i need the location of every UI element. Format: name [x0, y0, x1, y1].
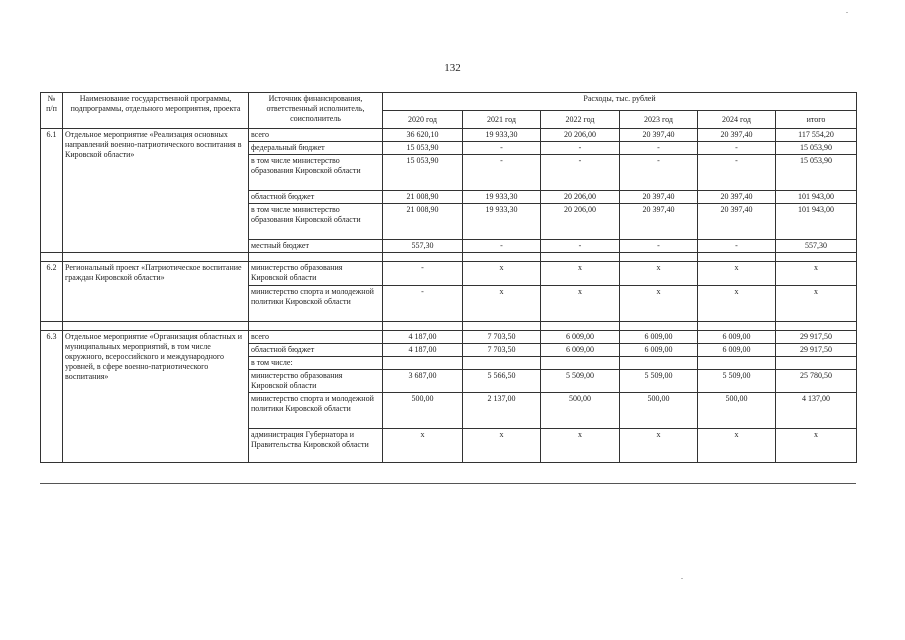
value-cell: 500,00	[541, 393, 620, 429]
funding-source: министерство образования Кировской области	[249, 262, 383, 286]
value-cell: x	[698, 286, 776, 322]
funding-source: областной бюджет	[249, 344, 383, 357]
header-year-2023: 2023 год	[620, 111, 698, 129]
budget-table	[40, 92, 857, 463]
value-cell: -	[541, 142, 620, 155]
value-cell: -	[620, 155, 698, 191]
value-cell: -	[541, 155, 620, 191]
value-cell: -	[463, 142, 541, 155]
value-cell	[620, 357, 698, 370]
header-num: № п/п	[41, 93, 63, 129]
gap-cell	[620, 322, 698, 331]
value-cell: x	[620, 286, 698, 322]
value-cell: 19 933,30	[463, 129, 541, 142]
value-cell: 6 009,00	[698, 344, 776, 357]
value-total: 29 917,50	[776, 344, 857, 357]
value-cell: -	[620, 142, 698, 155]
value-cell: -	[698, 155, 776, 191]
value-cell: 5 509,00	[698, 370, 776, 393]
value-cell: x	[541, 429, 620, 463]
value-cell: 20 397,40	[698, 129, 776, 142]
value-cell	[463, 357, 541, 370]
value-cell: 6 009,00	[698, 331, 776, 344]
gap-cell	[776, 253, 857, 262]
value-cell: 20 397,40	[620, 191, 698, 204]
funding-source: министерство спорта и молодежной политики Кировской области	[249, 286, 383, 322]
gap-cell	[63, 253, 249, 262]
header-year-2022: 2022 год	[541, 111, 620, 129]
header-year-2021: 2021 год	[463, 111, 541, 129]
value-cell: 3 687,00	[383, 370, 463, 393]
value-cell: 500,00	[383, 393, 463, 429]
value-cell: 19 933,30	[463, 191, 541, 204]
funding-source: администрация Губернатора и Правительства Кировской области	[249, 429, 383, 463]
value-cell: 15 053,90	[383, 155, 463, 191]
value-cell: 7 703,50	[463, 331, 541, 344]
header-name: Наименование государственной программы, подпрограммы, отдельного мероприятия, проекта	[63, 93, 249, 129]
gap-cell	[698, 322, 776, 331]
table-row	[41, 331, 857, 344]
scan-speck	[846, 12, 848, 13]
value-cell: 500,00	[698, 393, 776, 429]
section-name: Отдельное мероприятие «Реализация основных направлений военно-патриотического воспитания в Кировской области»	[63, 129, 249, 253]
gap-cell	[63, 322, 249, 331]
value-cell: 20 206,00	[541, 191, 620, 204]
funding-source: всего	[249, 129, 383, 142]
value-cell: x	[541, 286, 620, 322]
header-total: итого	[776, 111, 857, 129]
value-cell: -	[541, 240, 620, 253]
table-row	[41, 262, 857, 286]
table-row	[41, 129, 857, 142]
value-cell: x	[698, 262, 776, 286]
funding-source: министерство образования Кировской области	[249, 370, 383, 393]
value-cell: 7 703,50	[463, 344, 541, 357]
header-expenses: Расходы, тыс. рублей	[383, 93, 857, 111]
value-cell: 20 206,00	[541, 204, 620, 240]
value-cell: 500,00	[620, 393, 698, 429]
value-total: x	[776, 429, 857, 463]
value-cell: 15 053,90	[383, 142, 463, 155]
section-gap	[41, 322, 857, 331]
value-cell: 5 566,50	[463, 370, 541, 393]
value-cell: 557,30	[383, 240, 463, 253]
funding-source: в том числе:	[249, 357, 383, 370]
value-cell: x	[698, 429, 776, 463]
value-cell: x	[463, 429, 541, 463]
value-cell: 20 397,40	[620, 129, 698, 142]
value-cell: -	[698, 240, 776, 253]
value-cell	[698, 357, 776, 370]
funding-source: в том числе министерство образования Кировской области	[249, 204, 383, 240]
value-total: 15 053,90	[776, 142, 857, 155]
value-total: 117 554,20	[776, 129, 857, 142]
value-cell: -	[463, 240, 541, 253]
funding-source: в том числе министерство образования Кировской области	[249, 155, 383, 191]
value-total: x	[776, 286, 857, 322]
value-cell: -	[383, 286, 463, 322]
value-cell: x	[541, 262, 620, 286]
value-cell: 6 009,00	[541, 344, 620, 357]
header-source: Источник финансирования, ответственный исполнитель, соисполнитель	[249, 93, 383, 129]
value-cell: 5 509,00	[541, 370, 620, 393]
funding-source: областной бюджет	[249, 191, 383, 204]
value-cell: 19 933,30	[463, 204, 541, 240]
value-total: 29 917,50	[776, 331, 857, 344]
value-cell: 6 009,00	[620, 331, 698, 344]
header-year-2020: 2020 год	[383, 111, 463, 129]
section-name: Региональный проект «Патриотическое воспитание граждан Кировской области»	[63, 262, 249, 322]
gap-cell	[383, 253, 463, 262]
value-cell: 5 509,00	[620, 370, 698, 393]
value-total: 4 137,00	[776, 393, 857, 429]
section-name: Отдельное мероприятие «Организация областных и муниципальных мероприятий, в том числе окружного, всероссийского и международного уровней, в сфере военно-патриотического воспитания»	[63, 331, 249, 463]
gap-cell	[41, 253, 63, 262]
value-cell: 20 397,40	[698, 191, 776, 204]
value-cell: 36 620,10	[383, 129, 463, 142]
value-cell: x	[383, 429, 463, 463]
funding-source: министерство спорта и молодежной политики Кировской области	[249, 393, 383, 429]
value-cell: -	[698, 142, 776, 155]
value-total: 25 780,50	[776, 370, 857, 393]
gap-cell	[463, 322, 541, 331]
gap-cell	[541, 253, 620, 262]
section-index: 6.3	[41, 331, 63, 463]
value-total: x	[776, 262, 857, 286]
bottom-rule	[40, 483, 856, 484]
value-total	[776, 357, 857, 370]
value-cell: -	[463, 155, 541, 191]
gap-cell	[620, 253, 698, 262]
scan-speck	[681, 578, 683, 579]
value-cell: 20 397,40	[698, 204, 776, 240]
budget-table-body	[41, 129, 857, 463]
funding-source: всего	[249, 331, 383, 344]
section-index: 6.1	[41, 129, 63, 253]
value-total: 557,30	[776, 240, 857, 253]
gap-cell	[249, 253, 383, 262]
value-cell: 6 009,00	[620, 344, 698, 357]
gap-cell	[41, 322, 63, 331]
gap-cell	[463, 253, 541, 262]
gap-cell	[776, 322, 857, 331]
value-cell: x	[463, 286, 541, 322]
gap-cell	[249, 322, 383, 331]
value-cell: 4 187,00	[383, 344, 463, 357]
value-cell: x	[620, 429, 698, 463]
value-cell: 6 009,00	[541, 331, 620, 344]
section-index: 6.2	[41, 262, 63, 322]
header-year-2024: 2024 год	[698, 111, 776, 129]
value-cell: x	[620, 262, 698, 286]
value-total: 101 943,00	[776, 191, 857, 204]
gap-cell	[383, 322, 463, 331]
section-gap	[41, 253, 857, 262]
value-cell: 2 137,00	[463, 393, 541, 429]
value-cell: 20 397,40	[620, 204, 698, 240]
value-cell	[541, 357, 620, 370]
value-cell: 4 187,00	[383, 331, 463, 344]
value-cell: x	[463, 262, 541, 286]
value-cell: 21 008,90	[383, 204, 463, 240]
value-total: 15 053,90	[776, 155, 857, 191]
value-cell: -	[620, 240, 698, 253]
page-number: 132	[444, 62, 461, 74]
value-cell: -	[383, 262, 463, 286]
funding-source: местный бюджет	[249, 240, 383, 253]
gap-cell	[698, 253, 776, 262]
value-cell	[383, 357, 463, 370]
value-cell: 20 206,00	[541, 129, 620, 142]
value-total: 101 943,00	[776, 204, 857, 240]
gap-cell	[541, 322, 620, 331]
value-cell: 21 008,90	[383, 191, 463, 204]
funding-source: федеральный бюджет	[249, 142, 383, 155]
